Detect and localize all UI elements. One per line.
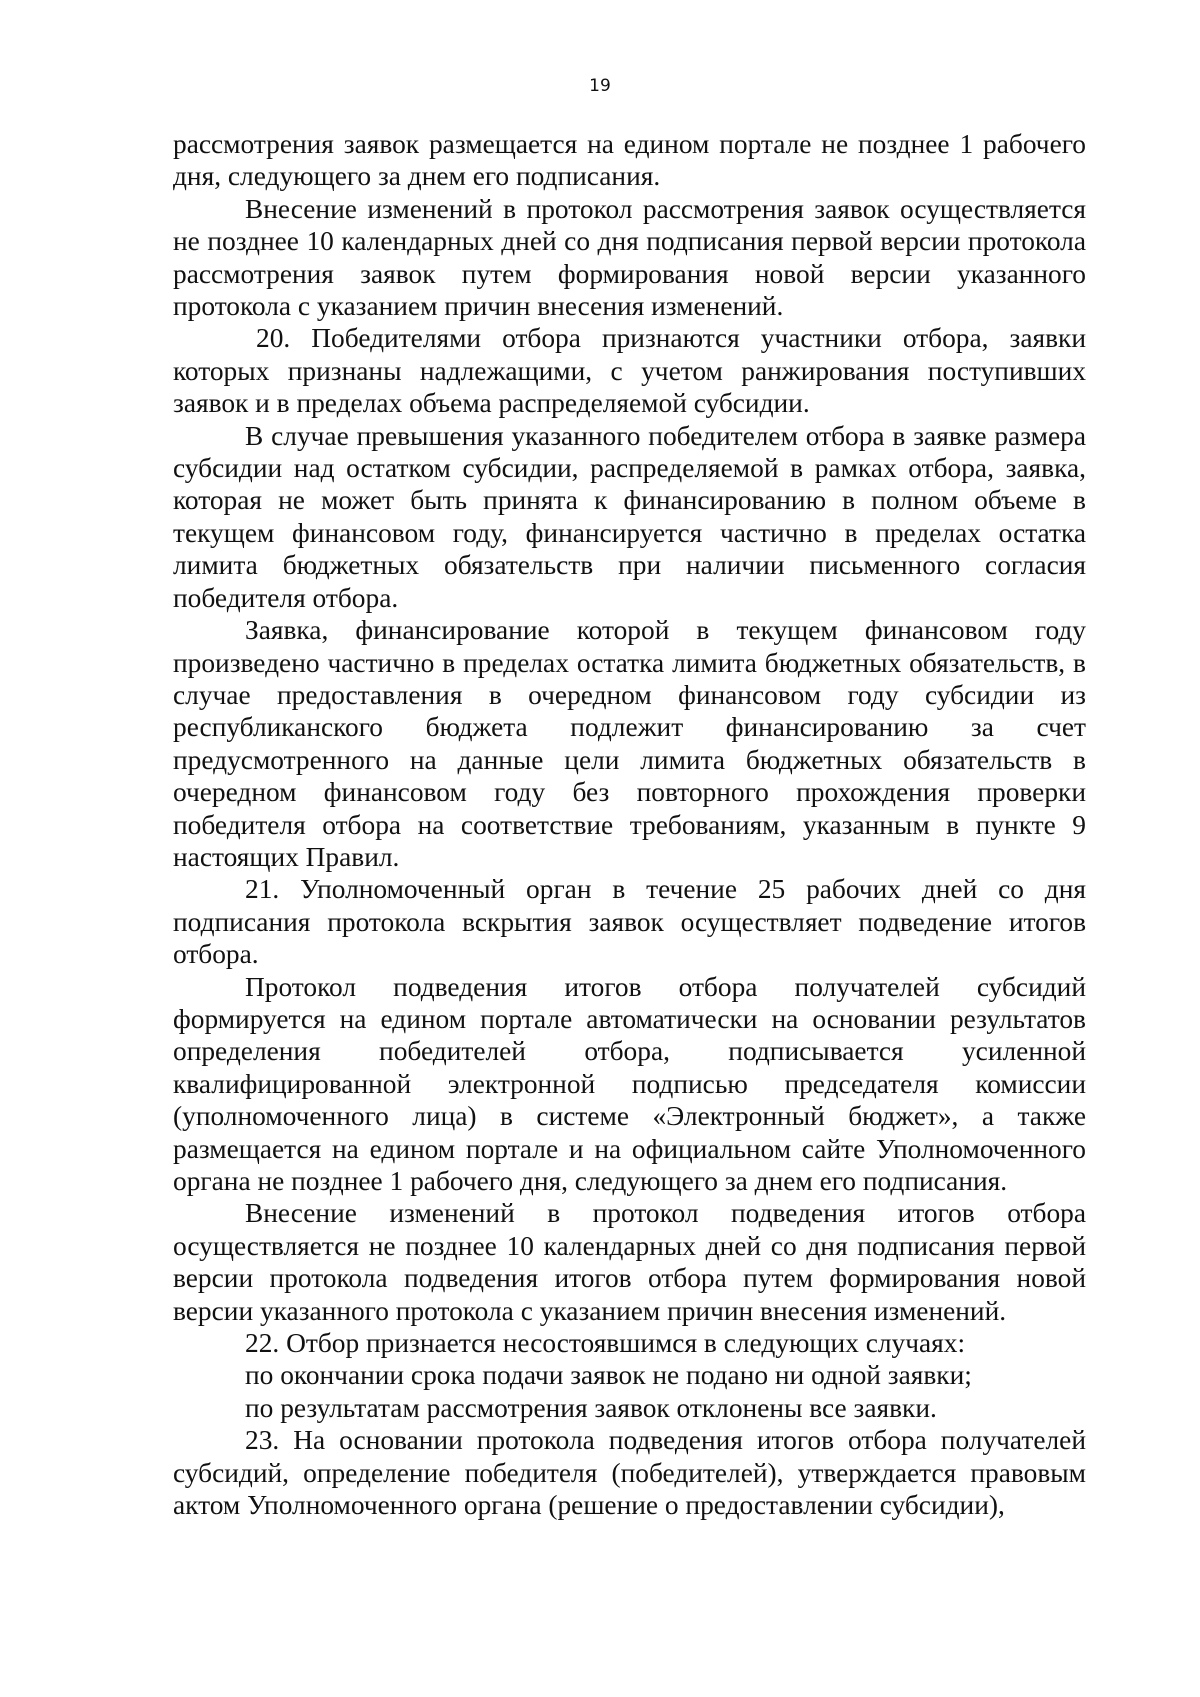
paragraph-7: Протокол подведения итогов отбора получателей субсидий формируется на едином портале автоматически на основании результатов определения победителей отбора, подписывается усиленной квалифицированной электронной подписью председателя комиссии (уполномоченного лица) в системе «Электронный бюджет», а также размещается на едином портале и на официальном сайте Уполномоченного органа не позднее 1 рабочего дня, следующего за днем его подписания. — [173, 971, 1086, 1196]
paragraph-6: 21. Уполномоченный орган в течение 25 рабочих дней со дня подписания протокола вскрытия заявок осуществляет подведение итогов отбора. — [173, 874, 1086, 970]
paragraph-3: 20. Победителями отбора признаются участники отбора, заявки которых признаны надлежащими, с учетом ранжирования поступивших заявок и в пределах объема распределяемой субсидии. — [173, 323, 1086, 419]
paragraph-1: рассмотрения заявок размещается на едином портале не позднее 1 рабочего дня, следующего за днем его подписания. — [173, 129, 1086, 192]
paragraph-2: Внесение изменений в протокол рассмотрения заявок осуществляется не позднее 10 календарных дней со дня подписания первой версии протокола рассмотрения заявок путем формирования новой версии указанного протокола с указанием причин внесения изменений. — [173, 193, 1086, 322]
paragraph-4: В случае превышения указанного победителем отбора в заявке размера субсидии над остатком субсидии, распределяемой в рамках отбора, заявка, которая не может быть принята к финансированию в полном объеме в текущем финансовом году, финансируется частично в пределах остатка лимита бюджетных обязательств при наличии письменного согласия победителя отбора. — [173, 420, 1086, 613]
paragraph-10: по окончании срока подачи заявок не подано ни одной заявки; — [245, 1360, 972, 1391]
paragraph-5: Заявка, финансирование которой в текущем финансовом году произведено частично в пределах остатка лимита бюджетных обязательств, в случае предоставления в очередном финансовом году субсидии из республиканского бюджета подлежит финансированию за счет предусмотренного на данные цели лимита бюджетных обязательств в очередном финансовом году без повторного прохождения проверки победителя отбора на соответствие требованиям, указанным в пункте 9 настоящих Правил. — [173, 615, 1086, 872]
paragraph-8: Внесение изменений в протокол подведения итогов отбора осуществляется не позднее 10 календарных дней со дня подписания первой версии протокола подведения итогов отбора путем формирования новой версии указанного протокола с указанием причин внесения изменений. — [173, 1198, 1086, 1326]
document-body — [173, 128, 1086, 1521]
paragraph-9: 22. Отбор признается несостоявшимся в следующих случаях: — [245, 1328, 966, 1359]
paragraph-12: 23. На основании протокола подведения итогов отбора получателей субсидий, определение победителя (победителей), утверждается правовым актом Уполномоченного органа (решение о предоставлении субсидии), — [173, 1425, 1086, 1521]
paragraph-11: по результатам рассмотрения заявок отклонены все заявки. — [245, 1392, 937, 1423]
page-number: 19 — [589, 76, 611, 96]
